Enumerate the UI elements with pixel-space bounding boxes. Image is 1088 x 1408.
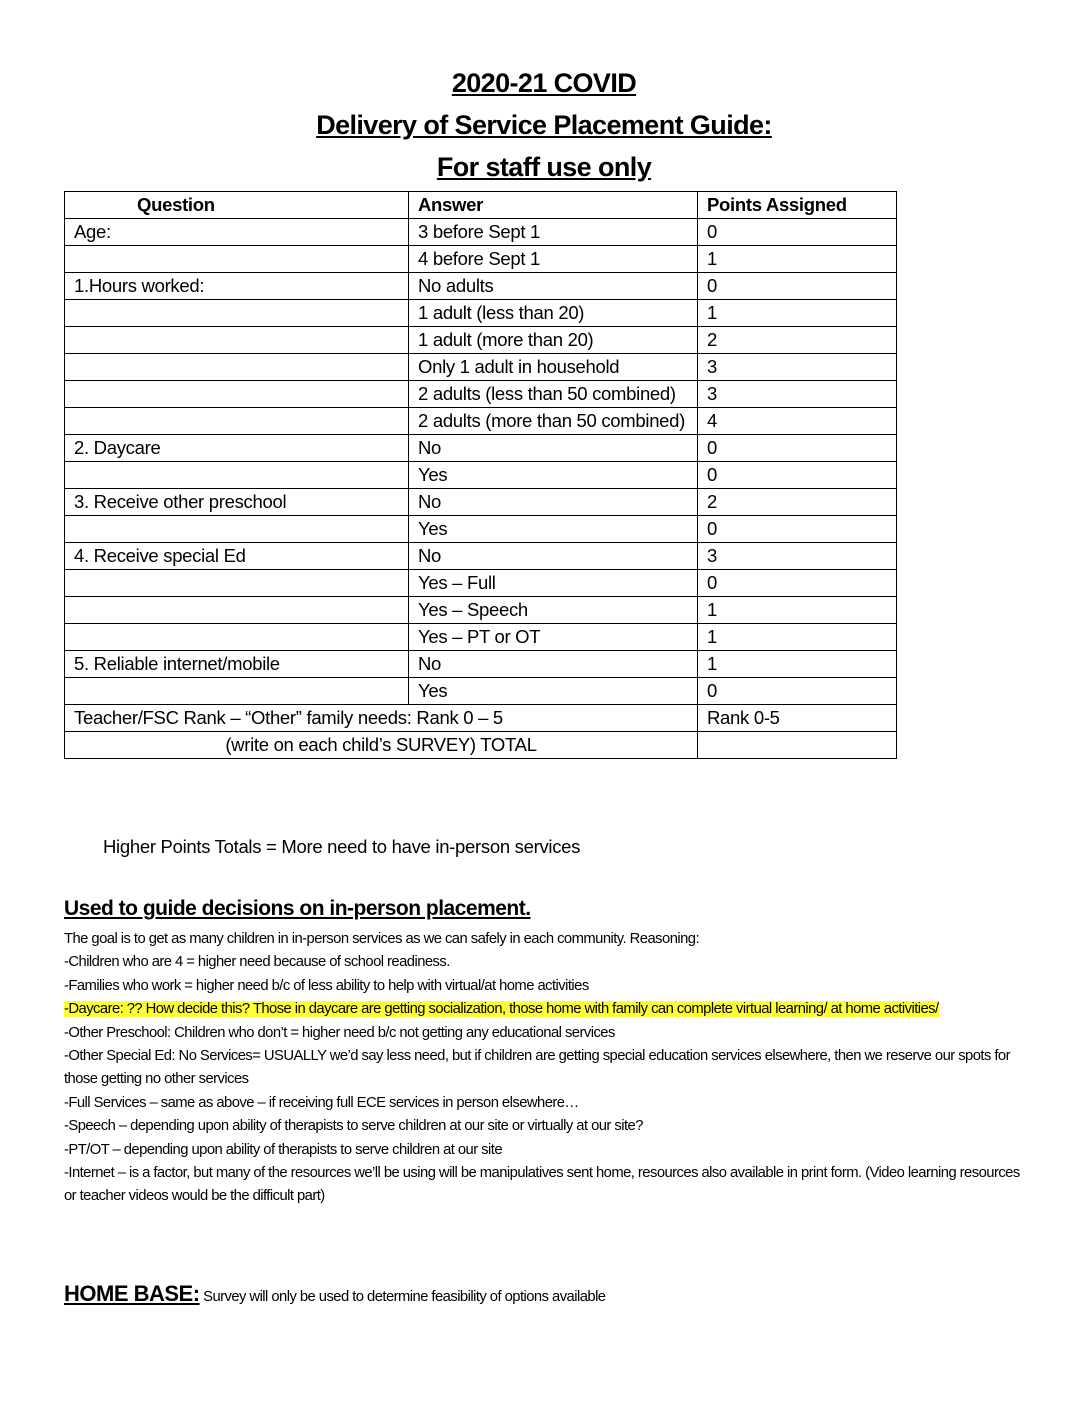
- table-row: [65, 381, 897, 408]
- points-cell: 1: [698, 624, 897, 651]
- header-answer: Answer: [409, 192, 698, 219]
- question-cell: [65, 624, 409, 651]
- reasoning-paragraph: [64, 1045, 1024, 1092]
- points-cell: 0: [698, 678, 897, 705]
- points-cell: 1: [698, 651, 897, 678]
- question-cell: 3. Receive other preschool: [65, 489, 409, 516]
- table-row: [65, 732, 897, 759]
- table-row: [65, 462, 897, 489]
- question-cell: [65, 462, 409, 489]
- question-cell: [65, 516, 409, 543]
- table-row: [65, 273, 897, 300]
- table-row: [65, 651, 897, 678]
- doc-title-line-2: Delivery of Service Placement Guide:: [316, 110, 772, 140]
- question-cell: [65, 300, 409, 327]
- paragraph-text: -Other Special Ed: No Services= USUALLY we’d say less need, but if children are getting special education services elsewhere, then we reserve our spots for those getting no other services: [64, 1048, 1010, 1088]
- paragraph-text: The goal is to get as many children in in-person services as we can safely in each community. Reasoning:: [64, 931, 700, 947]
- reasoning-text: [64, 928, 1024, 1209]
- points-table: [64, 191, 897, 759]
- answer-cell: 1 adult (less than 20): [409, 300, 698, 327]
- table-row: [65, 219, 897, 246]
- question-cell: [65, 246, 409, 273]
- table-row: [65, 516, 897, 543]
- answer-cell: Yes: [409, 516, 698, 543]
- question-cell: Age:: [65, 219, 409, 246]
- table-row: [65, 300, 897, 327]
- reasoning-paragraph: [64, 928, 1024, 951]
- question-cell: [65, 354, 409, 381]
- paragraph-text: -Daycare: ?? How decide this? Those in daycare are getting socialization, those home with family can complete virtual learning/ at home activities/: [64, 1001, 939, 1018]
- answer-cell: 2 adults (more than 50 combined): [409, 408, 698, 435]
- paragraph-text: -Full Services – same as above – if receiving full ECE services in person elsewhere…: [64, 1094, 579, 1111]
- table-row: [65, 570, 897, 597]
- answer-cell: 2 adults (less than 50 combined): [409, 381, 698, 408]
- reasoning-paragraph: [64, 1162, 1024, 1209]
- table-row: [65, 435, 897, 462]
- question-cell: [65, 570, 409, 597]
- paragraph-text: -Children who are 4 = higher need because of school readiness.: [64, 954, 450, 971]
- answer-cell: No: [409, 435, 698, 462]
- points-cell: 3: [698, 381, 897, 408]
- question-cell: 4. Receive special Ed: [65, 543, 409, 570]
- table-row: [65, 246, 897, 273]
- question-cell: [65, 678, 409, 705]
- points-cell: 0: [698, 462, 897, 489]
- paragraph-text: -Speech – depending upon ability of therapists to serve children at our site or virtually at our site?: [64, 1118, 643, 1135]
- header-question: Question: [65, 192, 409, 219]
- rank-value-cell: Rank 0-5: [698, 705, 897, 732]
- points-note: Higher Points Totals = More need to have in-person services: [103, 836, 581, 857]
- question-cell: [65, 327, 409, 354]
- question-cell: [65, 597, 409, 624]
- points-cell: 1: [698, 246, 897, 273]
- question-cell: 5. Reliable internet/mobile: [65, 651, 409, 678]
- points-cell: 2: [698, 327, 897, 354]
- points-cell: 2: [698, 489, 897, 516]
- points-cell: 0: [698, 570, 897, 597]
- table-row: [65, 354, 897, 381]
- reasoning-paragraph: [64, 1022, 1024, 1045]
- answer-cell: Yes – Speech: [409, 597, 698, 624]
- doc-title-line-1: 2020-21 COVID: [451, 68, 637, 98]
- question-cell: [65, 408, 409, 435]
- header-points: Points Assigned: [698, 192, 897, 219]
- answer-cell: 1 adult (more than 20): [409, 327, 698, 354]
- doc-title-line-3: For staff use only: [436, 152, 652, 182]
- rank-label-cell: Teacher/FSC Rank – “Other” family needs: Rank 0 – 5: [65, 705, 698, 732]
- points-cell: 4: [698, 408, 897, 435]
- answer-cell: Yes – PT or OT: [409, 624, 698, 651]
- points-cell: 0: [698, 219, 897, 246]
- table-row: [65, 624, 897, 651]
- paragraph-text: -Other Preschool: Children who don’t = higher need b/c not getting any educational services: [64, 1024, 615, 1041]
- reasoning-paragraph: [64, 1115, 1024, 1138]
- answer-cell: Yes: [409, 462, 698, 489]
- total-value-cell: [698, 732, 897, 759]
- reasoning-paragraph: [64, 951, 1024, 974]
- answer-cell: No adults: [409, 273, 698, 300]
- points-cell: 0: [698, 435, 897, 462]
- points-cell: 0: [698, 273, 897, 300]
- table-row: [65, 705, 897, 732]
- answer-cell: No: [409, 651, 698, 678]
- points-cell: 1: [698, 597, 897, 624]
- table-header-row: [65, 192, 897, 219]
- answer-cell: 3 before Sept 1: [409, 219, 698, 246]
- answer-cell: Only 1 adult in household: [409, 354, 698, 381]
- table-row: [65, 543, 897, 570]
- paragraph-text: -Internet – is a factor, but many of the resources we’ll be using will be manipulatives sent home, resources also available in print form. (Video learning resources or teacher videos would be the difficult part): [64, 1165, 1020, 1205]
- home-base-line: [64, 1281, 605, 1307]
- reasoning-paragraph: [64, 1139, 1024, 1162]
- home-base-label: HOME BASE:: [64, 1281, 200, 1306]
- answer-cell: Yes: [409, 678, 698, 705]
- answer-cell: No: [409, 543, 698, 570]
- table-row: [65, 327, 897, 354]
- home-base-text: Survey will only be used to determine feasibility of options available: [199, 1289, 606, 1305]
- points-cell: 3: [698, 354, 897, 381]
- answer-cell: No: [409, 489, 698, 516]
- table-row: [65, 678, 897, 705]
- question-cell: 2. Daycare: [65, 435, 409, 462]
- points-cell: 3: [698, 543, 897, 570]
- answer-cell: Yes – Full: [409, 570, 698, 597]
- section-heading: Used to guide decisions on in-person placement.: [64, 897, 531, 920]
- table-row: [65, 489, 897, 516]
- points-cell: 0: [698, 516, 897, 543]
- points-cell: 1: [698, 300, 897, 327]
- question-cell: [65, 381, 409, 408]
- question-cell: 1.Hours worked:: [65, 273, 409, 300]
- table-row: [65, 408, 897, 435]
- total-label-cell: (write on each child’s SURVEY) TOTAL: [65, 732, 698, 759]
- reasoning-paragraph: [64, 975, 1024, 998]
- table-row: [65, 597, 897, 624]
- reasoning-paragraph: [64, 998, 1024, 1021]
- answer-cell: 4 before Sept 1: [409, 246, 698, 273]
- paragraph-text: -PT/OT – depending upon ability of therapists to serve children at our site: [64, 1141, 502, 1158]
- reasoning-paragraph: [64, 1092, 1024, 1115]
- paragraph-text: -Families who work = higher need b/c of less ability to help with virtual/at home activities: [64, 977, 589, 994]
